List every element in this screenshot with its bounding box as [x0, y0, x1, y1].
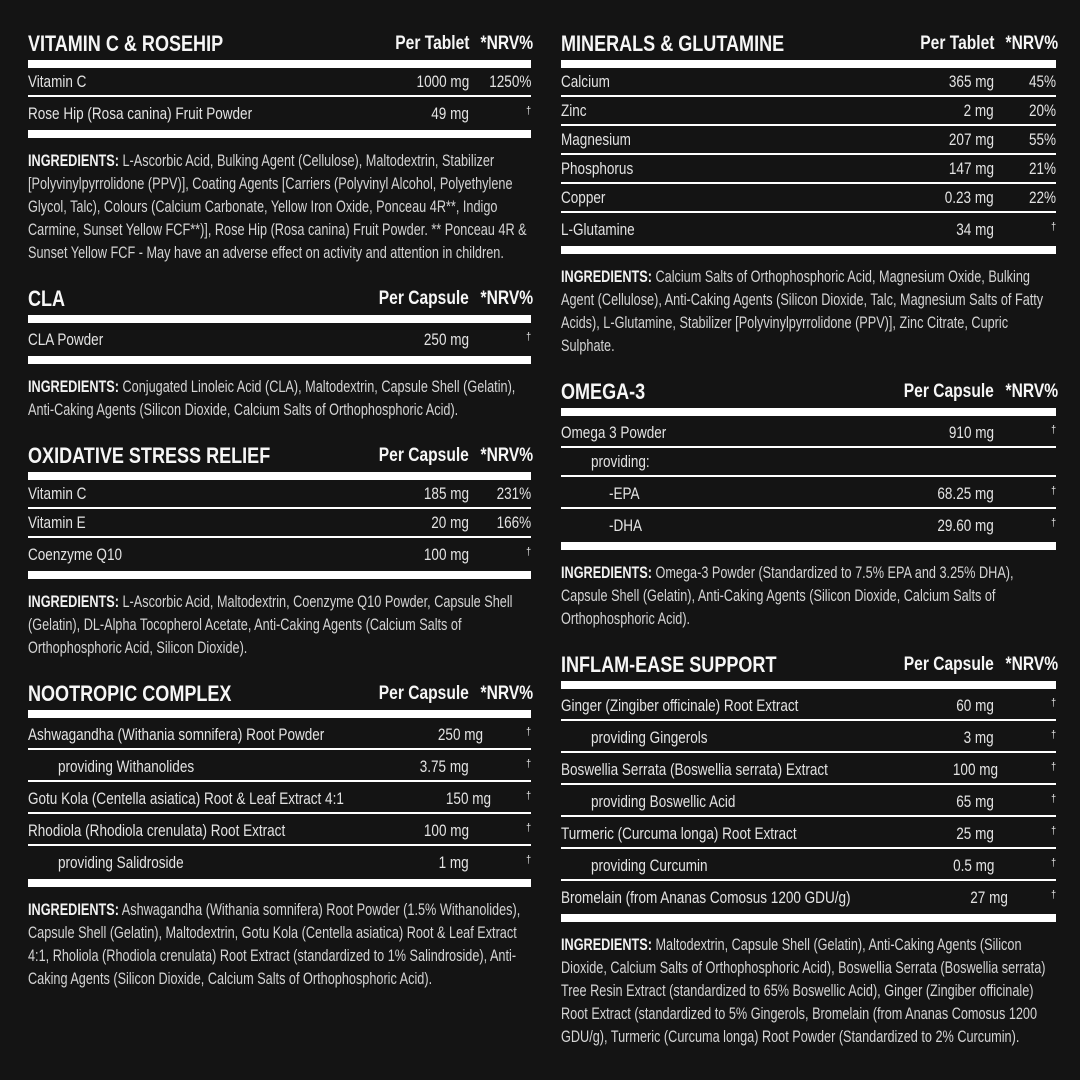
nutrient-row [561, 184, 1056, 213]
nutrient-name [28, 854, 349, 872]
header-divider-bar [28, 472, 531, 480]
nutrient-amount-text: 29.60 mg [937, 517, 994, 535]
nutrient-name-text: providing Gingerols [591, 729, 708, 747]
nutrient-name-text: Magnesium [561, 131, 631, 149]
nutrient-name-text: Omega 3 Powder [561, 424, 667, 442]
nutrient-amount [874, 485, 994, 503]
nutrient-nrv [469, 102, 531, 123]
panel-title-text: OMEGA-3 [561, 379, 646, 404]
nutrient-row [561, 753, 1056, 785]
nutrient-nrv-text: † [525, 822, 531, 834]
nutrient-amount-text: 100 mg [423, 546, 469, 564]
nutrient-name [28, 726, 389, 744]
nutrient-amount-text: 185 mg [423, 485, 469, 503]
ingredients-label: INGREDIENTS: [561, 936, 652, 954]
nutrient-row [28, 480, 531, 509]
nrv-column-header [994, 30, 1059, 57]
nutrient-nrv-text: 1250% [488, 73, 531, 91]
nutrient-name [28, 546, 349, 564]
panel-oxidative-stress-relief [28, 442, 534, 660]
nutrient-row [28, 68, 531, 97]
nutrient-name-text: Gotu Kola (Centella asiatica) Root & Leaf Extract 4:1 [28, 790, 344, 808]
nutrient-nrv-text: † [525, 790, 531, 802]
per-serving-label: Per Capsule [378, 683, 469, 704]
nutrient-name-text: L-Glutamine [561, 221, 635, 239]
nutrient-amount [349, 485, 469, 503]
nutrient-name-text: Phosphorus [561, 160, 634, 178]
nrv-column-header [469, 285, 534, 312]
nutrient-nrv-text: † [1050, 485, 1056, 497]
nutrient-name-text: Bromelain (from Ananas Comosus 1200 GDU/g) [561, 889, 851, 907]
ingredients-paragraph [561, 934, 1056, 1049]
panel-title [28, 285, 349, 312]
ingredients-paragraph [28, 150, 531, 265]
nutrient-name [561, 131, 874, 149]
nrv-column-header [994, 651, 1059, 678]
nutrient-name [28, 73, 349, 91]
ingredients-label: INGREDIENTS: [28, 152, 119, 170]
nutrient-nrv-text: † [525, 726, 531, 738]
per-serving-column-header [349, 30, 469, 57]
nutrient-nrv [994, 694, 1056, 715]
nutrient-amount [349, 105, 469, 123]
nutrient-name [28, 822, 349, 840]
nutrient-nrv-text: † [525, 331, 531, 343]
nutrient-name-text: Coenzyme Q10 [28, 546, 123, 564]
nutrient-nrv [994, 421, 1056, 442]
nutrient-name [561, 102, 874, 120]
nutrient-amount-text: 910 mg [948, 424, 994, 442]
nrv-column-header [469, 30, 534, 57]
panel-title [28, 680, 349, 707]
nutrient-nrv [994, 218, 1056, 239]
per-serving-label: Per Capsule [378, 445, 469, 466]
panel-vitamin-c-rosehip [28, 30, 534, 265]
nutrient-nrv-text: † [525, 758, 531, 770]
nutrient-table [561, 68, 1056, 243]
nrv-label: *NRV% [480, 33, 534, 54]
nutrient-nrv [994, 854, 1056, 875]
nutrient-nrv-text: 55% [1028, 131, 1056, 149]
panel-title-text: CLA [28, 286, 66, 311]
ingredients-paragraph [28, 591, 531, 660]
nutrient-name [561, 424, 874, 442]
nutrient-row [561, 881, 1056, 911]
nutrient-name [561, 793, 874, 811]
per-serving-label: Per Tablet [394, 33, 469, 54]
nutrient-name [561, 729, 874, 747]
nutrient-nrv-text: † [1050, 424, 1056, 436]
panel-header [28, 285, 534, 312]
nutrient-amount-text: 365 mg [948, 73, 994, 91]
per-serving-column-header [874, 378, 994, 405]
nutrient-amount-text: 68.25 mg [937, 485, 994, 503]
nutrient-name-text: Rose Hip (Rosa canina) Fruit Powder [28, 105, 253, 123]
nutrient-nrv [469, 851, 531, 872]
nutrient-nrv-text: † [1050, 825, 1056, 837]
nutrient-name [561, 761, 887, 779]
ingredients-label: INGREDIENTS: [28, 378, 119, 396]
nutrient-name-text: Rhodiola (Rhodiola crenulata) Root Extract [28, 822, 286, 840]
nutrient-nrv-text: † [525, 854, 531, 866]
nutrient-nrv-text: † [525, 105, 531, 117]
nutrient-amount [874, 131, 994, 149]
ingredients-paragraph [561, 266, 1056, 358]
nutrient-nrv [994, 482, 1056, 503]
nutrient-amount-text: 27 mg [970, 889, 1008, 907]
nutrient-nrv [469, 328, 531, 349]
nutrient-row [561, 448, 1056, 477]
ingredients-label: INGREDIENTS: [561, 268, 652, 286]
header-divider-bar [28, 315, 531, 323]
nutrient-amount-text: 60 mg [956, 697, 994, 715]
nutrient-nrv [491, 787, 531, 808]
nutrient-amount [874, 793, 994, 811]
nutrient-name-text: -EPA [609, 485, 640, 503]
nutrient-amount-text: 2 mg [963, 102, 994, 120]
nutrient-name [561, 857, 874, 875]
per-serving-label: Per Capsule [378, 288, 469, 309]
nutrient-amount [874, 73, 994, 91]
ingredients-text: L-Ascorbic Acid, Maltodextrin, Coenzyme Q10 Powder, Capsule Shell (Gelatin), DL-Alpha Tocopherol Acetate, Anti-Caking Agents (Calcium Salts of Orthophosphoric Acid, Silicon Dioxide). [28, 593, 513, 657]
nutrient-table [561, 416, 1056, 539]
nutrient-amount-text: 3.75 mg [420, 758, 469, 776]
panel-title [28, 442, 349, 469]
nutrient-nrv-text: † [1050, 697, 1056, 709]
nutrient-row [561, 817, 1056, 849]
header-divider-bar [561, 681, 1056, 689]
nutrient-name-text: -DHA [609, 517, 643, 535]
nutrient-nrv-text: 20% [1028, 102, 1056, 120]
nrv-label: *NRV% [480, 445, 534, 466]
nrv-label: *NRV% [480, 683, 534, 704]
nutrient-amount [349, 331, 469, 349]
table-bottom-bar [28, 571, 531, 579]
nutrient-amount-text: 207 mg [948, 131, 994, 149]
per-serving-column-header [349, 442, 469, 469]
nrv-column-header [469, 680, 534, 707]
nutrient-name [28, 514, 349, 532]
nutrient-amount-text: 147 mg [948, 160, 994, 178]
nutrient-amount-text: 20 mg [431, 514, 469, 532]
nutrient-amount-text: 25 mg [956, 825, 994, 843]
nutrient-table [28, 718, 531, 876]
nutrient-row [561, 849, 1056, 881]
nutrient-nrv [469, 755, 531, 776]
table-bottom-bar [561, 542, 1056, 550]
nutrient-amount [413, 790, 491, 808]
nutrient-name-text: Copper [561, 189, 606, 207]
nutrient-nrv [1008, 886, 1056, 907]
panel-cla [28, 285, 534, 422]
ingredients-text: Conjugated Linoleic Acid (CLA), Maltodextrin, Capsule Shell (Gelatin), Anti-Caking Agents (Silicon Dioxide, Calcium Salts of Orthophosphoric Acid). [28, 378, 516, 419]
nutrient-amount [914, 889, 1008, 907]
ingredients-label: INGREDIENTS: [28, 593, 119, 611]
nutrient-amount [874, 697, 994, 715]
nutrient-name [28, 758, 349, 776]
nutrient-nrv [483, 723, 531, 744]
nrv-label: *NRV% [1005, 33, 1059, 54]
nutrient-row [561, 126, 1056, 155]
nutrient-name [561, 221, 874, 239]
nutrient-name-text: Ashwagandha (Withania somnifera) Root Powder [28, 726, 325, 744]
ingredients-paragraph [28, 899, 531, 991]
nutrient-row [561, 721, 1056, 753]
nutrient-name [561, 517, 874, 535]
nutrient-amount [349, 546, 469, 564]
nutrient-name-text: Calcium [561, 73, 610, 91]
panel-header [28, 442, 534, 469]
nutrient-row [28, 97, 531, 127]
nutrient-nrv-text: 21% [1028, 160, 1056, 178]
per-serving-column-header [349, 285, 469, 312]
nutrient-amount-text: 100 mg [953, 761, 999, 779]
nutrient-amount [874, 453, 994, 471]
nutrient-nrv-text: 166% [496, 514, 531, 532]
nutrient-amount [349, 758, 469, 776]
nutrient-nrv-text: † [1050, 793, 1056, 805]
table-bottom-bar [28, 356, 531, 364]
nutrient-name-text: providing: [591, 453, 650, 471]
panel-inflam-ease-support [561, 651, 1059, 1049]
panel-title [561, 30, 874, 57]
panel-title [561, 651, 874, 678]
nutrient-name-text: Zinc [561, 102, 587, 120]
panel-title [561, 378, 874, 405]
nutrient-table [561, 689, 1056, 911]
nutrient-amount-text: 49 mg [431, 105, 469, 123]
nutrient-name [561, 189, 874, 207]
nutrient-amount-text: 100 mg [423, 822, 469, 840]
nutrient-name [561, 453, 874, 471]
nutrient-nrv [469, 543, 531, 564]
nutrient-amount [874, 221, 994, 239]
nrv-label: *NRV% [480, 288, 534, 309]
nutrient-nrv-text: † [1050, 517, 1056, 529]
header-divider-bar [28, 60, 531, 68]
nutrient-row [561, 477, 1056, 509]
nrv-label: *NRV% [1005, 381, 1059, 402]
ingredients-label: INGREDIENTS: [28, 901, 119, 919]
nutrient-row [561, 689, 1056, 721]
nutrient-row [28, 750, 531, 782]
nutrient-name-text: Vitamin C [28, 73, 87, 91]
panel-header [561, 651, 1059, 678]
nutrient-name [28, 105, 349, 123]
table-bottom-bar [28, 879, 531, 887]
panel-header [561, 378, 1059, 405]
panel-omega-3 [561, 378, 1059, 631]
ingredients-paragraph [561, 562, 1056, 631]
nutrient-name [561, 889, 914, 907]
per-serving-column-header [349, 680, 469, 707]
nutrient-row [28, 323, 531, 353]
nutrient-row [561, 416, 1056, 448]
panel-title-text: OXIDATIVE STRESS RELIEF [28, 443, 271, 468]
header-divider-bar [561, 408, 1056, 416]
ingredients-text: Maltodextrin, Capsule Shell (Gelatin), Anti-Caking Agents (Silicon Dioxide, Calcium Salts of Orthophosphoric Acid), Boswellia Serrata (Boswellia serrata) Tree Resin Extract (standardized to 65% Boswellic Acid), Ginger (Zingiber officinale) Root Extract (standardized to 5% Gingerols, Bromelain (from Ananas Comosus 1200 GDU/g), Turmeric (Curcuma longa) Root Powder (Standardized to 2% Curcumin). [561, 936, 1046, 1046]
nutrient-amount [874, 517, 994, 535]
per-serving-label: Per Capsule [903, 654, 994, 675]
nutrient-name [561, 825, 874, 843]
panel-title-text: MINERALS & GLUTAMINE [561, 31, 785, 56]
nutrient-name-text: Vitamin E [28, 514, 86, 532]
nrv-column-header [469, 442, 534, 469]
nutrient-amount [874, 160, 994, 178]
nutrient-nrv [994, 822, 1056, 843]
nutrient-amount-text: 250 mg [437, 726, 483, 744]
nutrient-row [28, 538, 531, 568]
nutrient-name-text: CLA Powder [28, 331, 104, 349]
nutrient-amount [887, 761, 999, 779]
nutrient-name [28, 790, 413, 808]
nutrient-name-text: Turmeric (Curcuma longa) Root Extract [561, 825, 797, 843]
nutrient-row [28, 718, 531, 750]
nutrient-table [28, 68, 531, 127]
nutrient-nrv-text: † [1050, 857, 1056, 869]
panel-title-text: VITAMIN C & ROSEHIP [28, 31, 224, 56]
nutrient-amount [349, 73, 469, 91]
nutrient-nrv-text: † [525, 546, 531, 558]
ingredients-text: Omega-3 Powder (Standardized to 7.5% EPA and 3.25% DHA), Capsule Shell (Gelatin), Anti-Caking Agents (Silicon Dioxide, Calcium Salts of Orthophosphoric Acid). [561, 564, 1014, 628]
panel-header [28, 680, 534, 707]
nutrient-nrv [994, 131, 1056, 149]
nutrient-nrv [994, 160, 1056, 178]
nutrient-amount [349, 514, 469, 532]
nutrient-nrv [994, 790, 1056, 811]
nutrient-nrv [469, 485, 531, 503]
nutrient-nrv [994, 102, 1056, 120]
nutrient-name-text: Boswellia Serrata (Boswellia serrata) Extract [561, 761, 828, 779]
nutrient-nrv-text: † [1050, 221, 1056, 233]
panel-nootropic-complex [28, 680, 534, 991]
nutrient-name [561, 160, 874, 178]
column-left [28, 30, 534, 1069]
column-right [561, 30, 1059, 1069]
ingredients-text: Ashwagandha (Withania somnifera) Root Powder (1.5% Withanolides), Capsule Shell (Gelatin), Maltodextrin, Gotu Kola (Centella asiatica) Root & Leaf Extract 4:1, Rholiola (Rhodiola crenulata) Root Extract (standardized to 1% Salindroside), Anti-Caking Agents (Silicon Dioxide, Calcium Salts of Orthophosphoric Acid). [28, 901, 521, 988]
nutrient-amount-text: 150 mg [445, 790, 491, 808]
nutrient-row [561, 509, 1056, 539]
nutrient-nrv [998, 758, 1056, 779]
nutrient-name [28, 331, 349, 349]
nutrient-nrv [994, 189, 1056, 207]
table-bottom-bar [561, 914, 1056, 922]
nutrient-row [28, 814, 531, 846]
ingredients-text: Calcium Salts of Orthophosphoric Acid, Magnesium Oxide, Bulking Agent (Cellulose), Anti-Caking Agents (Silicon Dioxide, Talc, Magnesium Salts of Fatty Acids), L-Glutamine, Stabilizer [Polyvinylpyrrolidone (PPV)], Zinc Citrate, Cupric Sulphate. [561, 268, 1044, 355]
nutrient-amount-text: 65 mg [956, 793, 994, 811]
per-serving-column-header [874, 651, 994, 678]
nutrient-nrv-text: 45% [1028, 73, 1056, 91]
per-serving-column-header [874, 30, 994, 57]
panel-header [561, 30, 1059, 57]
nutrient-name [561, 697, 874, 715]
ingredients-label: INGREDIENTS: [561, 564, 652, 582]
nutrient-nrv [469, 73, 531, 91]
nutrient-amount-text: 34 mg [956, 221, 994, 239]
nutrient-nrv [994, 726, 1056, 747]
nutrient-name [561, 73, 874, 91]
nutrient-name-text: Vitamin C [28, 485, 87, 503]
nutrient-nrv-text: † [1050, 729, 1056, 741]
nutrient-row [561, 68, 1056, 97]
ingredients-text: L-Ascorbic Acid, Bulking Agent (Cellulose), Maltodextrin, Stabilizer [Polyvinylpyrrolidone (PPV)], Coating Agents [Carriers (Polyvinyl Alcohol, Polyethylene Glycol, Talc), Colours (Calcium Carbonate, Yellow Iron Oxide, Ponceau 4R**, Indigo Carmine, Sunset Yellow FCF**)], Rose Hip (Rosa canina) Fruit Powder. ** Ponceau 4R & Sunset Yellow FCF - May have an adverse effect on activity and attention in children. [28, 152, 527, 262]
nutrient-amount-text: 1 mg [438, 854, 469, 872]
nutrient-row [561, 213, 1056, 243]
nutrient-table [28, 480, 531, 568]
nrv-label: *NRV% [1005, 654, 1059, 675]
ingredients-paragraph [28, 376, 531, 422]
nutrient-nrv [994, 73, 1056, 91]
nutrient-amount-text: 1000 mg [416, 73, 469, 91]
panel-title-text: INFLAM-EASE SUPPORT [561, 652, 777, 677]
panel-minerals-glutamine [561, 30, 1059, 358]
nutrient-name-text: providing Withanolides [58, 758, 195, 776]
nutrient-amount [874, 189, 994, 207]
nutrient-nrv-text: † [1050, 761, 1056, 773]
nutrient-amount [874, 857, 994, 875]
table-bottom-bar [561, 246, 1056, 254]
nutrient-name-text: providing Curcumin [591, 857, 708, 875]
nutrient-name [561, 485, 874, 503]
panel-title [28, 30, 349, 57]
per-serving-label: Per Tablet [919, 33, 994, 54]
nutrient-nrv-text: 231% [496, 485, 531, 503]
panel-title-text: NOOTROPIC COMPLEX [28, 681, 232, 706]
table-bottom-bar [28, 130, 531, 138]
nutrient-amount [349, 822, 469, 840]
nrv-column-header [994, 378, 1059, 405]
nutrient-row [561, 785, 1056, 817]
nutrient-name-text: providing Boswellic Acid [591, 793, 736, 811]
nutrient-amount [874, 424, 994, 442]
nutrient-row [28, 782, 531, 814]
nutrient-row [561, 155, 1056, 184]
nutrient-name-text: Ginger (Zingiber officinale) Root Extract [561, 697, 799, 715]
nutrient-table [28, 323, 531, 353]
nutrient-amount [349, 854, 469, 872]
header-divider-bar [28, 710, 531, 718]
nutrient-nrv [469, 514, 531, 532]
nutrient-amount [874, 729, 994, 747]
nutrient-row [561, 97, 1056, 126]
panel-header [28, 30, 534, 57]
header-divider-bar [561, 60, 1056, 68]
nutrient-amount-text: 0.5 mg [952, 857, 994, 875]
nutrient-name [28, 485, 349, 503]
nutrient-nrv-text: † [1050, 889, 1056, 901]
nutrient-nrv-text: 22% [1028, 189, 1056, 207]
nutrient-row [28, 846, 531, 876]
nutrient-name-text: providing Salidroside [58, 854, 184, 872]
per-serving-label: Per Capsule [903, 381, 994, 402]
nutrient-nrv [994, 453, 1056, 471]
nutrient-row [28, 509, 531, 538]
nutrient-amount-text: 250 mg [423, 331, 469, 349]
nutrient-amount-text: 0.23 mg [945, 189, 994, 207]
nutrient-amount [874, 102, 994, 120]
nutrient-nrv [994, 514, 1056, 535]
nutrient-nrv [469, 819, 531, 840]
nutrient-amount [874, 825, 994, 843]
nutrient-amount [389, 726, 482, 744]
nutrient-amount-text: 3 mg [963, 729, 994, 747]
